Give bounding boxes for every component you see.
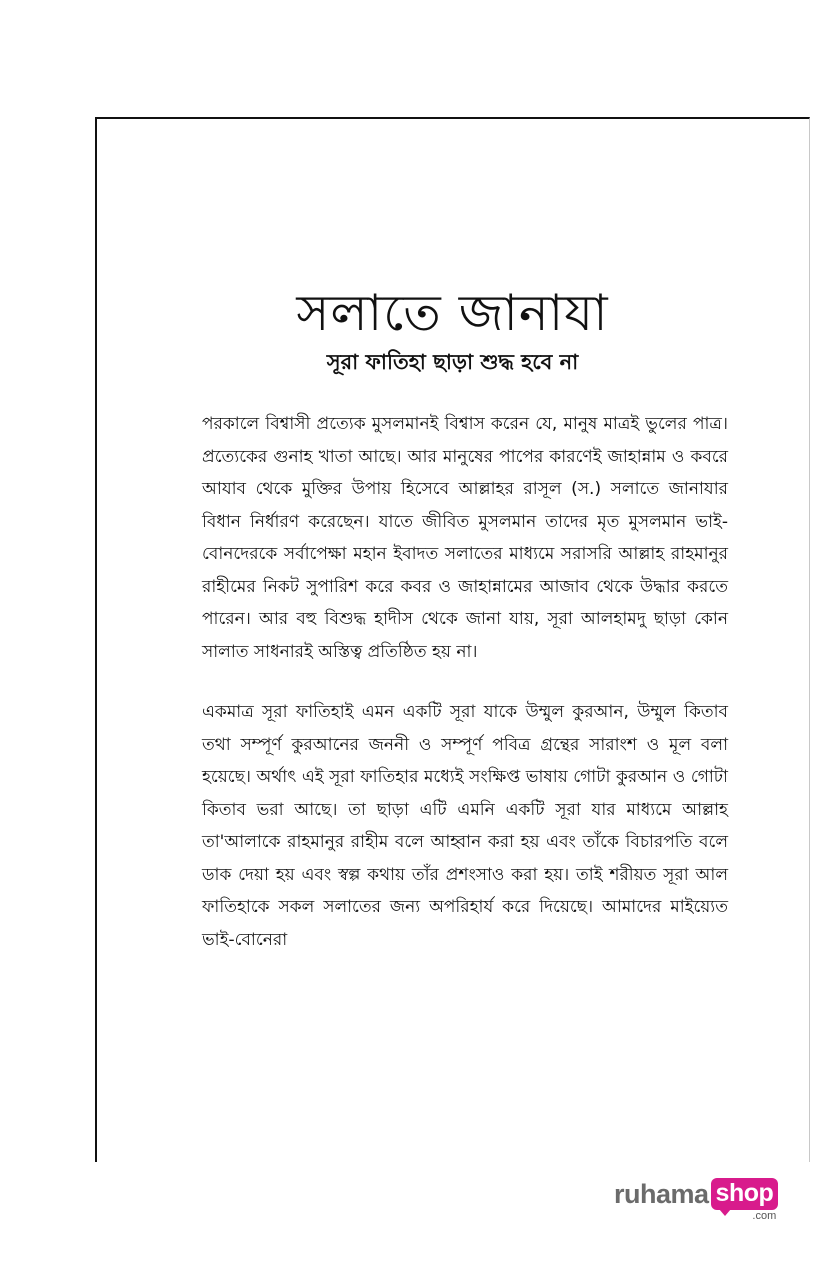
logo-shop-badge [711,1178,779,1222]
page-title: সলাতে জানাযা [296,284,609,342]
logo-domain: .com [752,1210,777,1222]
paragraph-2: একমাত্র সূরা ফাতিহাই এমন একটি সূরা যাকে উম্মুল কুরআন, উম্মুল কিতাব তথা সম্পূর্ণ কুরআনের জননী ও সম্পূর্ণ পবিত্র গ্রন্থের সারাংশ ও মূল বলা হয়েছে। অর্থাৎ এই সূরা ফাতিহার মধ্যেই সংক্ষিপ্ত ভাষায় গোটা কুরআন ও গোটা কিতাব ভরা আছে। তা ছাড়া এটি এমনি একটি সূরা যার মাধ্যমে আল্লাহ তা'আলাকে রাহমানুর রাহীম বলে আহ্বান করা হয় এবং তাঁকে বিচারপতি বলে ডাক দেয়া হয় এবং স্বল্প কথায় তাঁর প্রশংসাও করা হয়। তাই শরীয়ত সূরা আল ফাতিহাকে সকল সলাতের জন্য অপরিহার্য করে দিয়েছে। আমাদের মাইয়্যেত ভাই-বোনেরা [202,702,728,950]
logo-brand-accent: shop [711,1178,779,1210]
logo-brand-main: ruhama [614,1179,709,1209]
page-subtitle: সূরা ফাতিহা ছাড়া শুদ্ধ হবে না [326,350,579,374]
speech-bubble-tail-icon [719,1209,731,1216]
paragraph-1: পরকালে বিশ্বাসী প্রত্যেক মুসলমানই বিশ্বাস করেন যে, মানুষ মাত্রই ভুলের পাত্র। প্রত্যেকের গুনাহ খাতা আছে। আর মানুষের পাপের কারণেই জাহান্নাম ও কবরে আযাব থেকে মুক্তির উপায় হিসেবে আল্লাহর রাসূল (স.) সলাতে জানাযার বিধান নির্ধারণ করেছেন। যাতে জীবিত মুসলমান তাদের মৃত মুসলমান ভাই-বোনদেরকে সর্বাপেক্ষা মহান ইবাদত সলাতের মাধ্যমে সরাসরি আল্লাহ রাহমানুর রাহীমের নিকট সুপারিশ করে কবর ও জাহান্নামের আজাব থেকে উদ্ধার করতে পারেন। আর বহু বিশুদ্ধ হাদীস থেকে জানা যায়, সূরা আলহামদু ছাড়া কোন সালাত সাধনারই অস্তিত্ব প্রতিষ্ঠিত হয় না। [202,414,728,662]
body-text [202,408,728,984]
ruhamashop-logo [614,1178,778,1222]
